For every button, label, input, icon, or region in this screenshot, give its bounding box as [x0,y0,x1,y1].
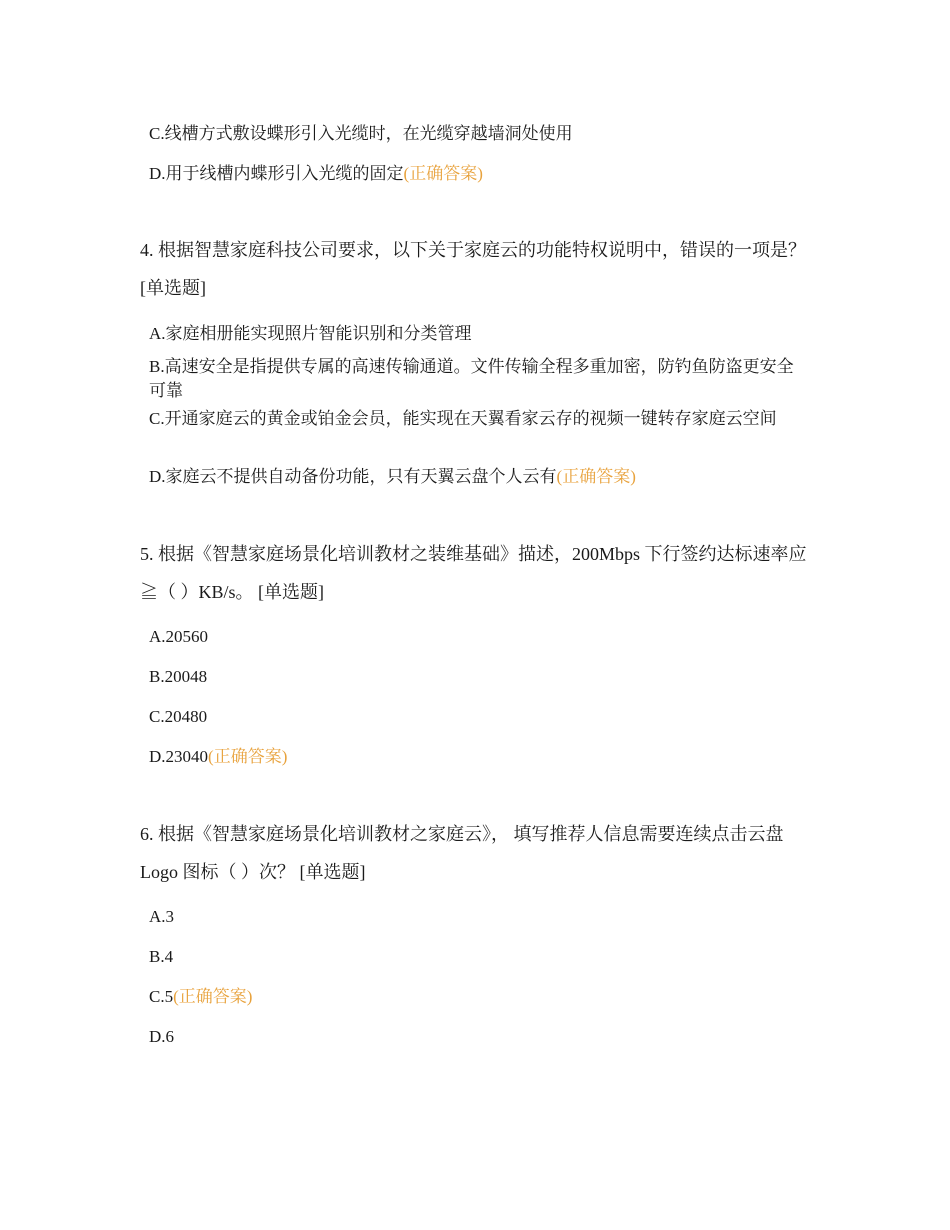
question-4-text: 4. 根据智慧家庭科技公司要求，以下关于家庭云的功能特权说明中，错误的一项是？ [单选题] [140,240,806,298]
q3-option-c: C.线槽方式敷设蝶形引入光缆时，在光缆穿越墙洞处使用 [149,124,573,143]
q4-option-a: A.家庭相册能实现照片智能识别和分类管理 [149,324,472,343]
correct-answer-badge: (正确答案) [556,467,636,486]
correct-answer-badge: (正确答案) [208,747,288,766]
q4-option-d: D.家庭云不提供自动备份功能，只有天翼云盘个人云有(正确答案) [149,467,636,486]
q5-option-b: B.20048 [149,667,208,686]
q5-option-a: A.20560 [149,627,209,646]
q4-option-c: C.开通家庭云的黄金或铂金会员，能实现在天翼看家云存的视频一键转存家庭云空间 [149,409,777,428]
q6-option-d: D.6 [149,1027,175,1046]
question-5-text: 5. 根据《智慧家庭场景化培训教材之装维基础》描述，200Mbps 下行签约达标速率应≧（ ）KB/s。 [单选题] [140,544,807,602]
q4-option-b: B.高速安全是指提供专属的高速传输通道。文件传输全程多重加密，防钓鱼防盗更安全可靠 [149,357,794,400]
q5-option-c: C.20480 [149,707,208,726]
q5-option-d: D.23040(正确答案) [149,747,288,766]
q6-option-c: C.5(正确答案) [149,987,253,1006]
q6-option-b: B.4 [149,947,174,966]
correct-answer-badge: (正确答案) [173,987,253,1006]
question-6-text: 6. 根据《智慧家庭场景化培训教材之家庭云》， 填写推荐人信息需要连续点击云盘 Logo 图标（ ）次？ [单选题] [140,824,784,882]
q6-option-a: A.3 [149,907,175,926]
correct-answer-badge: (正确答案) [403,164,483,183]
q3-option-d: D.用于线槽内蝶形引入光缆的固定(正确答案) [149,164,483,183]
